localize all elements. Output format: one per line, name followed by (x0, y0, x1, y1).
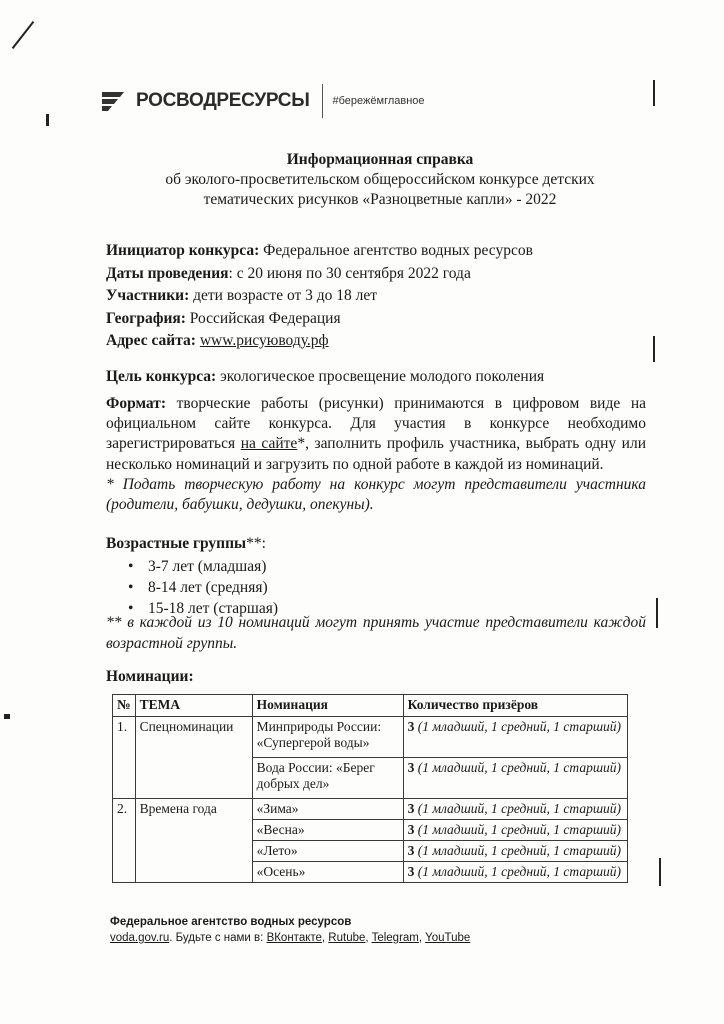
goal-label: Цель конкурса: (106, 368, 217, 385)
row-nomination: «Осень» (252, 862, 403, 883)
contest-info (106, 240, 646, 353)
document-subtitle-line-2: тематических рисунков «Разноцветные капли» - 2022 (203, 191, 557, 208)
row-count (403, 820, 627, 841)
footer-youtube-link[interactable]: YouTube (425, 932, 471, 944)
count-detail: (1 младший, 1 средний, 1 старший) (417, 801, 622, 816)
count-detail: (1 младший, 1 средний, 1 старший) (417, 864, 622, 879)
count-value: 3 (407, 843, 415, 858)
count-value: 3 (407, 801, 415, 816)
footer (110, 914, 470, 946)
initiator-row (106, 240, 646, 263)
format-section (106, 394, 646, 515)
age-groups-note (106, 613, 646, 654)
row-count (403, 799, 627, 820)
document-subtitle-line-1: об эколого-просветительском общероссийском конкурсе детских (165, 171, 595, 188)
table-header-row (113, 695, 628, 717)
format-label: Формат: (106, 395, 167, 412)
header-theme: ТЕМА (135, 695, 252, 717)
footer-vk-link[interactable]: ВКонтакте (266, 932, 322, 944)
site-row (106, 330, 646, 353)
hashtag: #бережёмглавное (332, 95, 425, 107)
row-num: 2. (113, 799, 136, 883)
row-nomination: Вода России: «Берег добрых дел» (252, 758, 403, 799)
header-logo (100, 84, 425, 118)
goal-value: экологическое просвещение молодого поколения (220, 368, 545, 385)
dates-row (106, 263, 646, 286)
row-nomination: «Весна» (252, 820, 403, 841)
age-group-item: • 3-7 лет (младшая) (128, 556, 278, 577)
count-value: 3 (407, 760, 415, 775)
participants-label: Участники: (106, 287, 190, 304)
age-groups-list (128, 556, 278, 619)
row-theme: Спецноминации (135, 717, 252, 799)
nominations-table (112, 694, 628, 883)
geography-value: Российская Федерация (189, 309, 341, 327)
water-drop-icon (100, 88, 130, 114)
site-label: Адрес сайта: (106, 332, 196, 349)
goal-row (106, 368, 544, 386)
age-groups-title-text: Возрастные группы (106, 535, 247, 552)
document-title-block (100, 150, 660, 210)
format-paragraph (106, 394, 646, 475)
footer-site-link[interactable]: voda.gov.ru (110, 932, 170, 944)
count-detail: (1 младший, 1 средний, 1 старший) (417, 719, 622, 734)
count-value: 3 (407, 822, 415, 837)
format-text-2: *, заполнить профиль участника, выбрать одну или несколько номинаций и загрузить по одной работе в каждой из номинаций. (106, 435, 647, 473)
count-value: 3 (407, 719, 415, 734)
header-num: № (113, 695, 136, 717)
geography-label: География: (106, 309, 186, 327)
count-detail: (1 младший, 1 средний, 1 старший) (417, 760, 622, 775)
age-group-item: • 15-18 лет (старшая) (128, 598, 278, 619)
format-note: * Подать творческую работу на конкурс могут представители участника (родители, бабушки, дедушки, опекуны). (106, 475, 646, 514)
document-title: Информационная справка (286, 151, 474, 168)
row-count (403, 862, 627, 883)
site-link[interactable]: www.рисуюводу.рф (199, 332, 329, 349)
row-count (403, 717, 627, 758)
count-detail: (1 младший, 1 средний, 1 старший) (417, 843, 622, 858)
scan-mark (659, 858, 661, 886)
footer-telegram-link[interactable]: Telegram (371, 932, 419, 944)
dates-value: : с 20 июня по 30 сентября 2022 года (228, 264, 471, 282)
logo-divider (322, 84, 323, 118)
footer-with-us: . Будьте с нами в: (169, 932, 267, 944)
scan-mark (653, 336, 655, 362)
header-count: Количество призёров (403, 695, 627, 717)
participants-row (106, 285, 646, 308)
table-row (113, 799, 628, 820)
scan-mark (46, 114, 49, 126)
initiator-label: Инициатор конкурса: (106, 242, 260, 259)
row-count (403, 841, 627, 862)
row-num: 1. (113, 717, 136, 799)
nominations-title: Номинации: (106, 668, 194, 685)
table-row (113, 717, 628, 758)
footer-links: voda.gov.ru. Будьте с нами в: ВКонтакте, Rutube, Telegram, YouTube (110, 932, 471, 944)
dates-label: Даты проведения (106, 264, 229, 282)
participants-value: дети возрасте от 3 до 18 лет (193, 287, 378, 304)
age-group-item: • 8-14 лет (средняя) (128, 577, 278, 598)
scan-mark (656, 598, 658, 628)
age-groups-title (106, 535, 266, 553)
logo-text: РОСВОДРЕСУРСЫ (136, 90, 310, 111)
row-theme: Времена года (135, 799, 252, 883)
initiator-value: Федеральное агентство водных ресурсов (263, 242, 533, 259)
row-nomination: Минприроды России: «Супергерой воды» (252, 717, 403, 758)
scan-mark (4, 714, 10, 719)
footer-rutube-link[interactable]: Rutube (328, 932, 366, 944)
scan-mark (12, 21, 35, 49)
row-count (403, 758, 627, 799)
contest-site-link[interactable]: на сайте (240, 435, 298, 453)
age-groups-note-text: ** в каждой из 10 номинаций могут принять участие представители каждой возрастной группы. (106, 614, 646, 652)
age-groups-title-suffix: **: (246, 535, 266, 552)
row-nomination: «Зима» (252, 799, 403, 820)
row-nomination: «Лето» (252, 841, 403, 862)
scan-mark (653, 80, 655, 106)
footer-org: Федеральное агентство водных ресурсов (110, 916, 352, 928)
header-nomination: Номинация (252, 695, 403, 717)
count-value: 3 (407, 864, 415, 879)
format-text-1: творческие работы (рисунки) принимаются в цифровом виде на официальном сайте конкурса. Для участия в конкурсе необходимо зарегистрироваться (106, 395, 647, 453)
count-detail: (1 младший, 1 средний, 1 старший) (417, 822, 622, 837)
geography-row (106, 308, 646, 331)
